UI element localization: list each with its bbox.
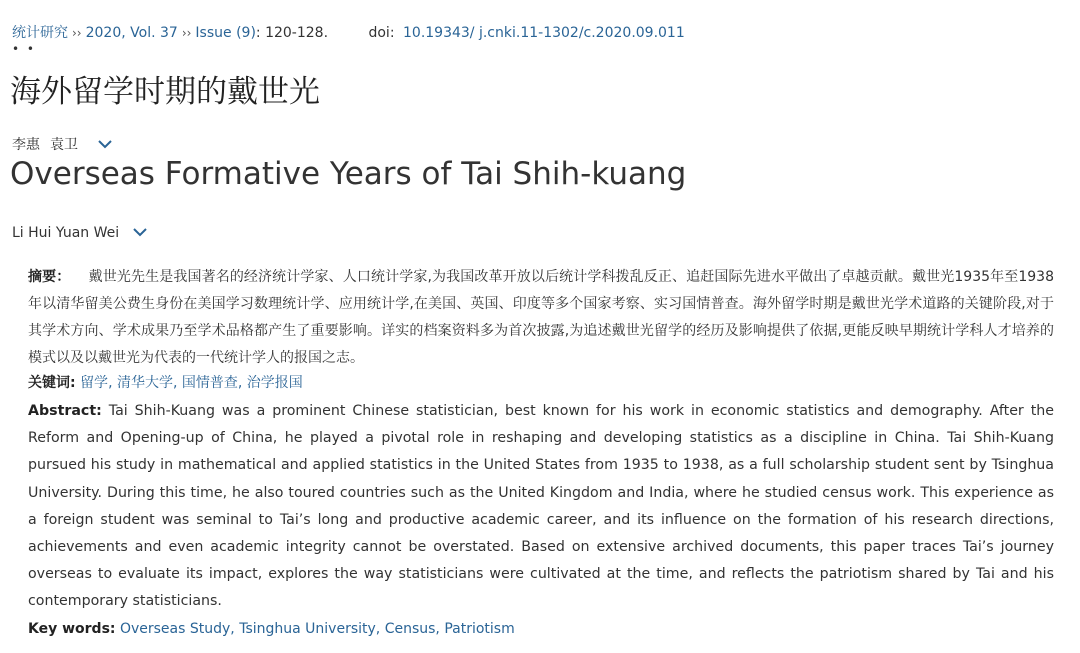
author-en[interactable]: Li Hui Yuan Wei (12, 225, 120, 241)
keyword-link[interactable]: 清华大学 (116, 375, 173, 391)
keyword-link[interactable]: Overseas Study (119, 620, 231, 637)
keyword-link[interactable]: Census (384, 620, 436, 637)
author-list-en (12, 225, 147, 241)
abstract-section (28, 264, 1054, 642)
author-cn[interactable]: 李惠 (12, 137, 40, 153)
bullet-dots: • • (12, 42, 36, 56)
abstract-cn (28, 264, 1054, 372)
keyword-link[interactable]: Tsinghua University (239, 620, 376, 637)
page-title-en: Overseas Formative Years of Tai Shih-kuang (10, 156, 687, 192)
keyword-link[interactable]: 国情普查 (181, 375, 238, 391)
keyword-link[interactable]: 留学 (80, 375, 109, 391)
doi-link[interactable]: 10.19343/ j.cnki.11-1302/c.2020.09.011 (403, 25, 685, 41)
breadcrumb-separator: ›› (72, 26, 82, 40)
doi-label: doi: (368, 25, 395, 41)
page-title-cn: 海外留学时期的戴世光 (10, 74, 320, 110)
chevron-down-icon[interactable] (98, 137, 112, 153)
abstract-en (28, 398, 1054, 616)
keywords-cn: 关键词: 留学, 清华大学, 国情普查, 治学报国 (28, 375, 303, 391)
chevron-down-icon[interactable] (133, 225, 147, 241)
breadcrumb (12, 22, 685, 42)
keyword-link[interactable]: Patriotism (444, 620, 515, 637)
abstract-cn-text: 戴世光先生是我国著名的经济统计学家、人口统计学家,为我国改革开放以后统计学科拨乱反正、追赶国际先进水平做出了卓越贡献。戴世光1935年至1938年以清华留美公费生身份在美国学习数理统计学、应用统计学,在美国、英国、印度等多个国家考察、实习国情普查。海外留学时期是戴世光学术道路的关键阶段,对于其学术方向、学术成果乃至学术品格都产生了重要影响。详实的档案资料多为首次披露,为追述戴世光留学的经历及影响提供了依据,更能反映早期统计学科人才培养的模式以及以戴世光为代表的一代统计学人的报国之志。 (28, 269, 1054, 366)
keywords-en: Key words: Overseas Study, Tsinghua University, Census, Patriotism (28, 620, 515, 637)
breadcrumb-separator: ›› (181, 26, 192, 40)
breadcrumb-volume-link[interactable]: 2020, Vol. 37 (85, 25, 178, 41)
page-range: : 120-128. (255, 25, 329, 41)
keyword-link[interactable]: 治学报国 (246, 375, 303, 391)
keywords-cn-label: 关键词: (28, 375, 76, 391)
keywords-en-label: Key words: (28, 620, 116, 637)
breadcrumb-issue-link[interactable]: Issue (9) (195, 25, 256, 41)
author-cn[interactable]: 袁卫 (50, 137, 78, 153)
abstract-en-text: Tai Shih-Kuang was a prominent Chinese statistician, best known for his work in economic statistics and demography. After the Reform and Opening-up of China, he played a pivotal role in reshaping and developing statistics as a discipline in China. Tai Shih-Kuang pursued his study in mathematical and applied statistics in the United States from 1935 to 1938, as a full scholarship student sent by Tsinghua University. During this time, he also toured countries such as the United Kingdom and India, where he studied census work. This experience as a foreign student was seminal to Tai’s long and productive academic career, and its influence on the formation of his research directions, achievements and even academic integrity cannot be overstated. Based on extensive archived documents, this paper traces Tai’s journey overseas to evaluate its impact, explores the way statisticians were cultivated at the time, and reflects the patriotism shared by Tai and his contemporary statisticians. (28, 403, 1054, 610)
author-list-cn (12, 134, 112, 154)
abstract-en-label: Abstract: (28, 403, 102, 419)
breadcrumb-journal-link[interactable]: 统计研究 (12, 25, 68, 41)
abstract-cn-label: 摘要： (28, 269, 71, 285)
